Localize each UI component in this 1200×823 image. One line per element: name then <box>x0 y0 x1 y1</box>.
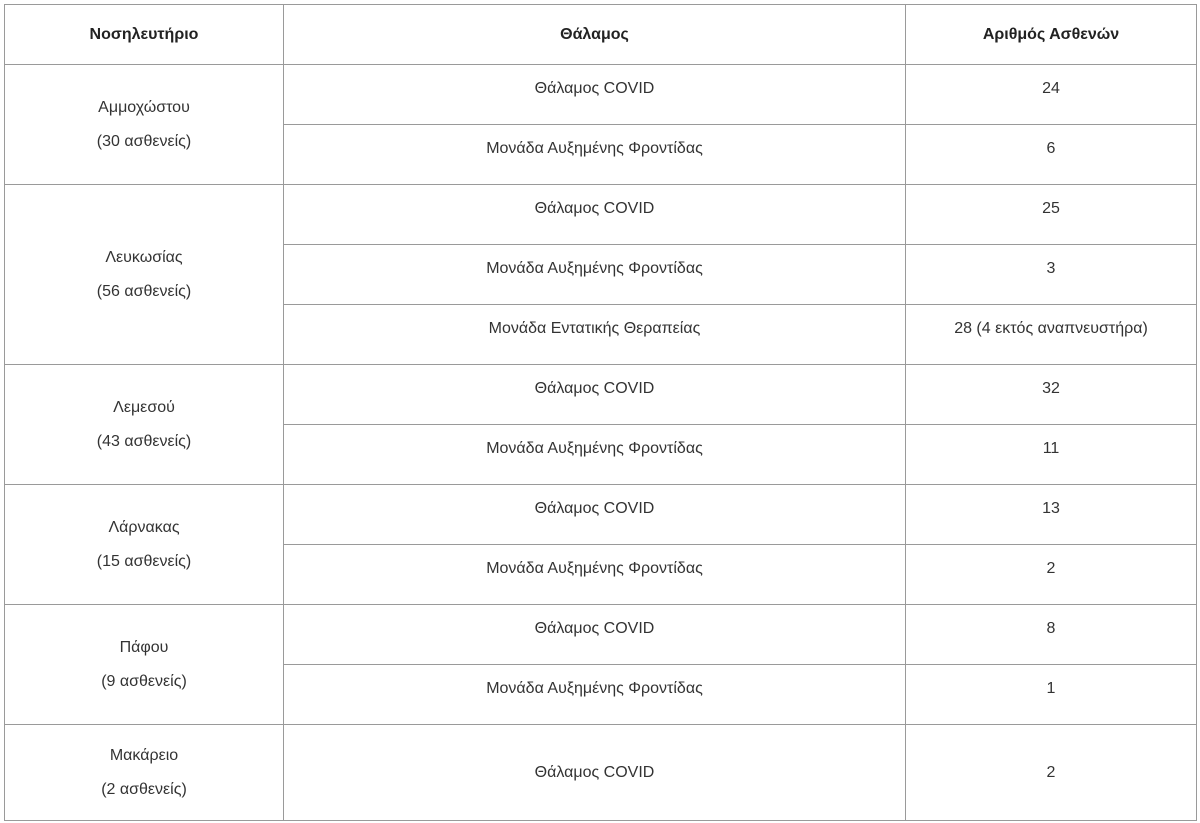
patients-cell <box>906 725 1197 821</box>
hospital-total: (30 ασθενείς) <box>96 132 192 150</box>
patients-count: 11 <box>1042 440 1060 457</box>
table-row <box>5 605 1197 665</box>
header-patients: Αριθμός Ασθενών <box>906 5 1197 65</box>
hospital-name: Μακάρειο <box>109 746 179 764</box>
ward-name: Θάλαμος COVID <box>534 500 655 517</box>
table-header <box>5 5 1197 65</box>
patients-cell <box>906 485 1197 545</box>
ward-cell <box>284 125 906 185</box>
table-body <box>5 65 1197 821</box>
hospital-name: Λευκωσίας <box>105 248 183 266</box>
ward-cell <box>284 245 906 305</box>
ward-name: Μονάδα Αυξημένης Φροντίδας <box>486 680 703 697</box>
ward-cell <box>284 185 906 245</box>
hospital-total: (15 ασθενείς) <box>96 552 192 570</box>
patients-cell <box>906 545 1197 605</box>
hospital-total: (56 ασθενείς) <box>96 282 192 300</box>
table-row <box>5 185 1197 245</box>
patients-count: 24 <box>1042 80 1060 97</box>
ward-cell <box>284 545 906 605</box>
patients-cell <box>906 365 1197 425</box>
patients-cell <box>906 185 1197 245</box>
patients-count: 25 <box>1042 200 1060 217</box>
ward-name: Μονάδα Αυξημένης Φροντίδας <box>486 560 703 577</box>
ward-cell <box>284 665 906 725</box>
ward-name: Θάλαμος COVID <box>534 380 655 397</box>
table-row <box>5 365 1197 425</box>
patients-cell <box>906 245 1197 305</box>
hospital-name: Πάφου <box>119 638 169 656</box>
patients-count: 6 <box>1046 140 1056 157</box>
patients-cell <box>906 605 1197 665</box>
patients-count: 28 (4 εκτός αναπνευστήρα) <box>954 320 1148 337</box>
ward-name: Θάλαμος COVID <box>534 200 655 217</box>
patients-count: 2 <box>1046 560 1056 577</box>
hospital-total: (9 ασθενείς) <box>101 672 187 690</box>
hospital-patients-table <box>4 4 1197 821</box>
ward-name: Θάλαμος COVID <box>534 80 655 97</box>
hospital-name: Λάρνακας <box>108 518 180 536</box>
ward-name: Μονάδα Αυξημένης Φροντίδας <box>486 440 703 457</box>
ward-cell <box>284 305 906 365</box>
patients-cell <box>906 65 1197 125</box>
hospital-cell <box>5 605 284 725</box>
hospital-cell <box>5 365 284 485</box>
ward-name: Μονάδα Αυξημένης Φροντίδας <box>486 260 703 277</box>
hospital-name: Αμμοχώστου <box>98 98 190 116</box>
patients-count: 32 <box>1042 380 1060 397</box>
ward-name: Θάλαμος COVID <box>534 620 655 637</box>
header-ward: Θάλαμος <box>284 5 906 65</box>
ward-name: Μονάδα Εντατικής Θεραπείας <box>488 320 701 337</box>
patients-cell <box>906 425 1197 485</box>
ward-cell <box>284 605 906 665</box>
ward-name: Θάλαμος COVID <box>534 763 655 781</box>
patients-cell <box>906 665 1197 725</box>
patients-count: 1 <box>1046 680 1056 697</box>
ward-name: Μονάδα Αυξημένης Φροντίδας <box>486 140 703 157</box>
header-row <box>5 5 1197 65</box>
ward-cell <box>284 725 906 821</box>
table-row <box>5 485 1197 545</box>
ward-cell <box>284 365 906 425</box>
hospital-total: (43 ασθενείς) <box>96 432 192 450</box>
patients-count: 8 <box>1046 620 1056 637</box>
patients-cell <box>906 125 1197 185</box>
patients-count: 13 <box>1042 500 1060 517</box>
patients-cell <box>906 305 1197 365</box>
patients-count: 2 <box>1046 763 1056 781</box>
hospital-cell <box>5 725 284 821</box>
table-wrapper <box>4 4 1197 821</box>
patients-count: 3 <box>1046 260 1056 277</box>
hospital-cell <box>5 485 284 605</box>
table-row <box>5 725 1197 821</box>
hospital-total: (2 ασθενείς) <box>101 780 187 798</box>
hospital-name: Λεμεσού <box>113 398 175 416</box>
ward-cell <box>284 65 906 125</box>
hospital-cell <box>5 65 284 185</box>
header-hospital: Νοσηλευτήριο <box>5 5 284 65</box>
hospital-cell <box>5 185 284 365</box>
ward-cell <box>284 485 906 545</box>
table-row <box>5 65 1197 125</box>
ward-cell <box>284 425 906 485</box>
